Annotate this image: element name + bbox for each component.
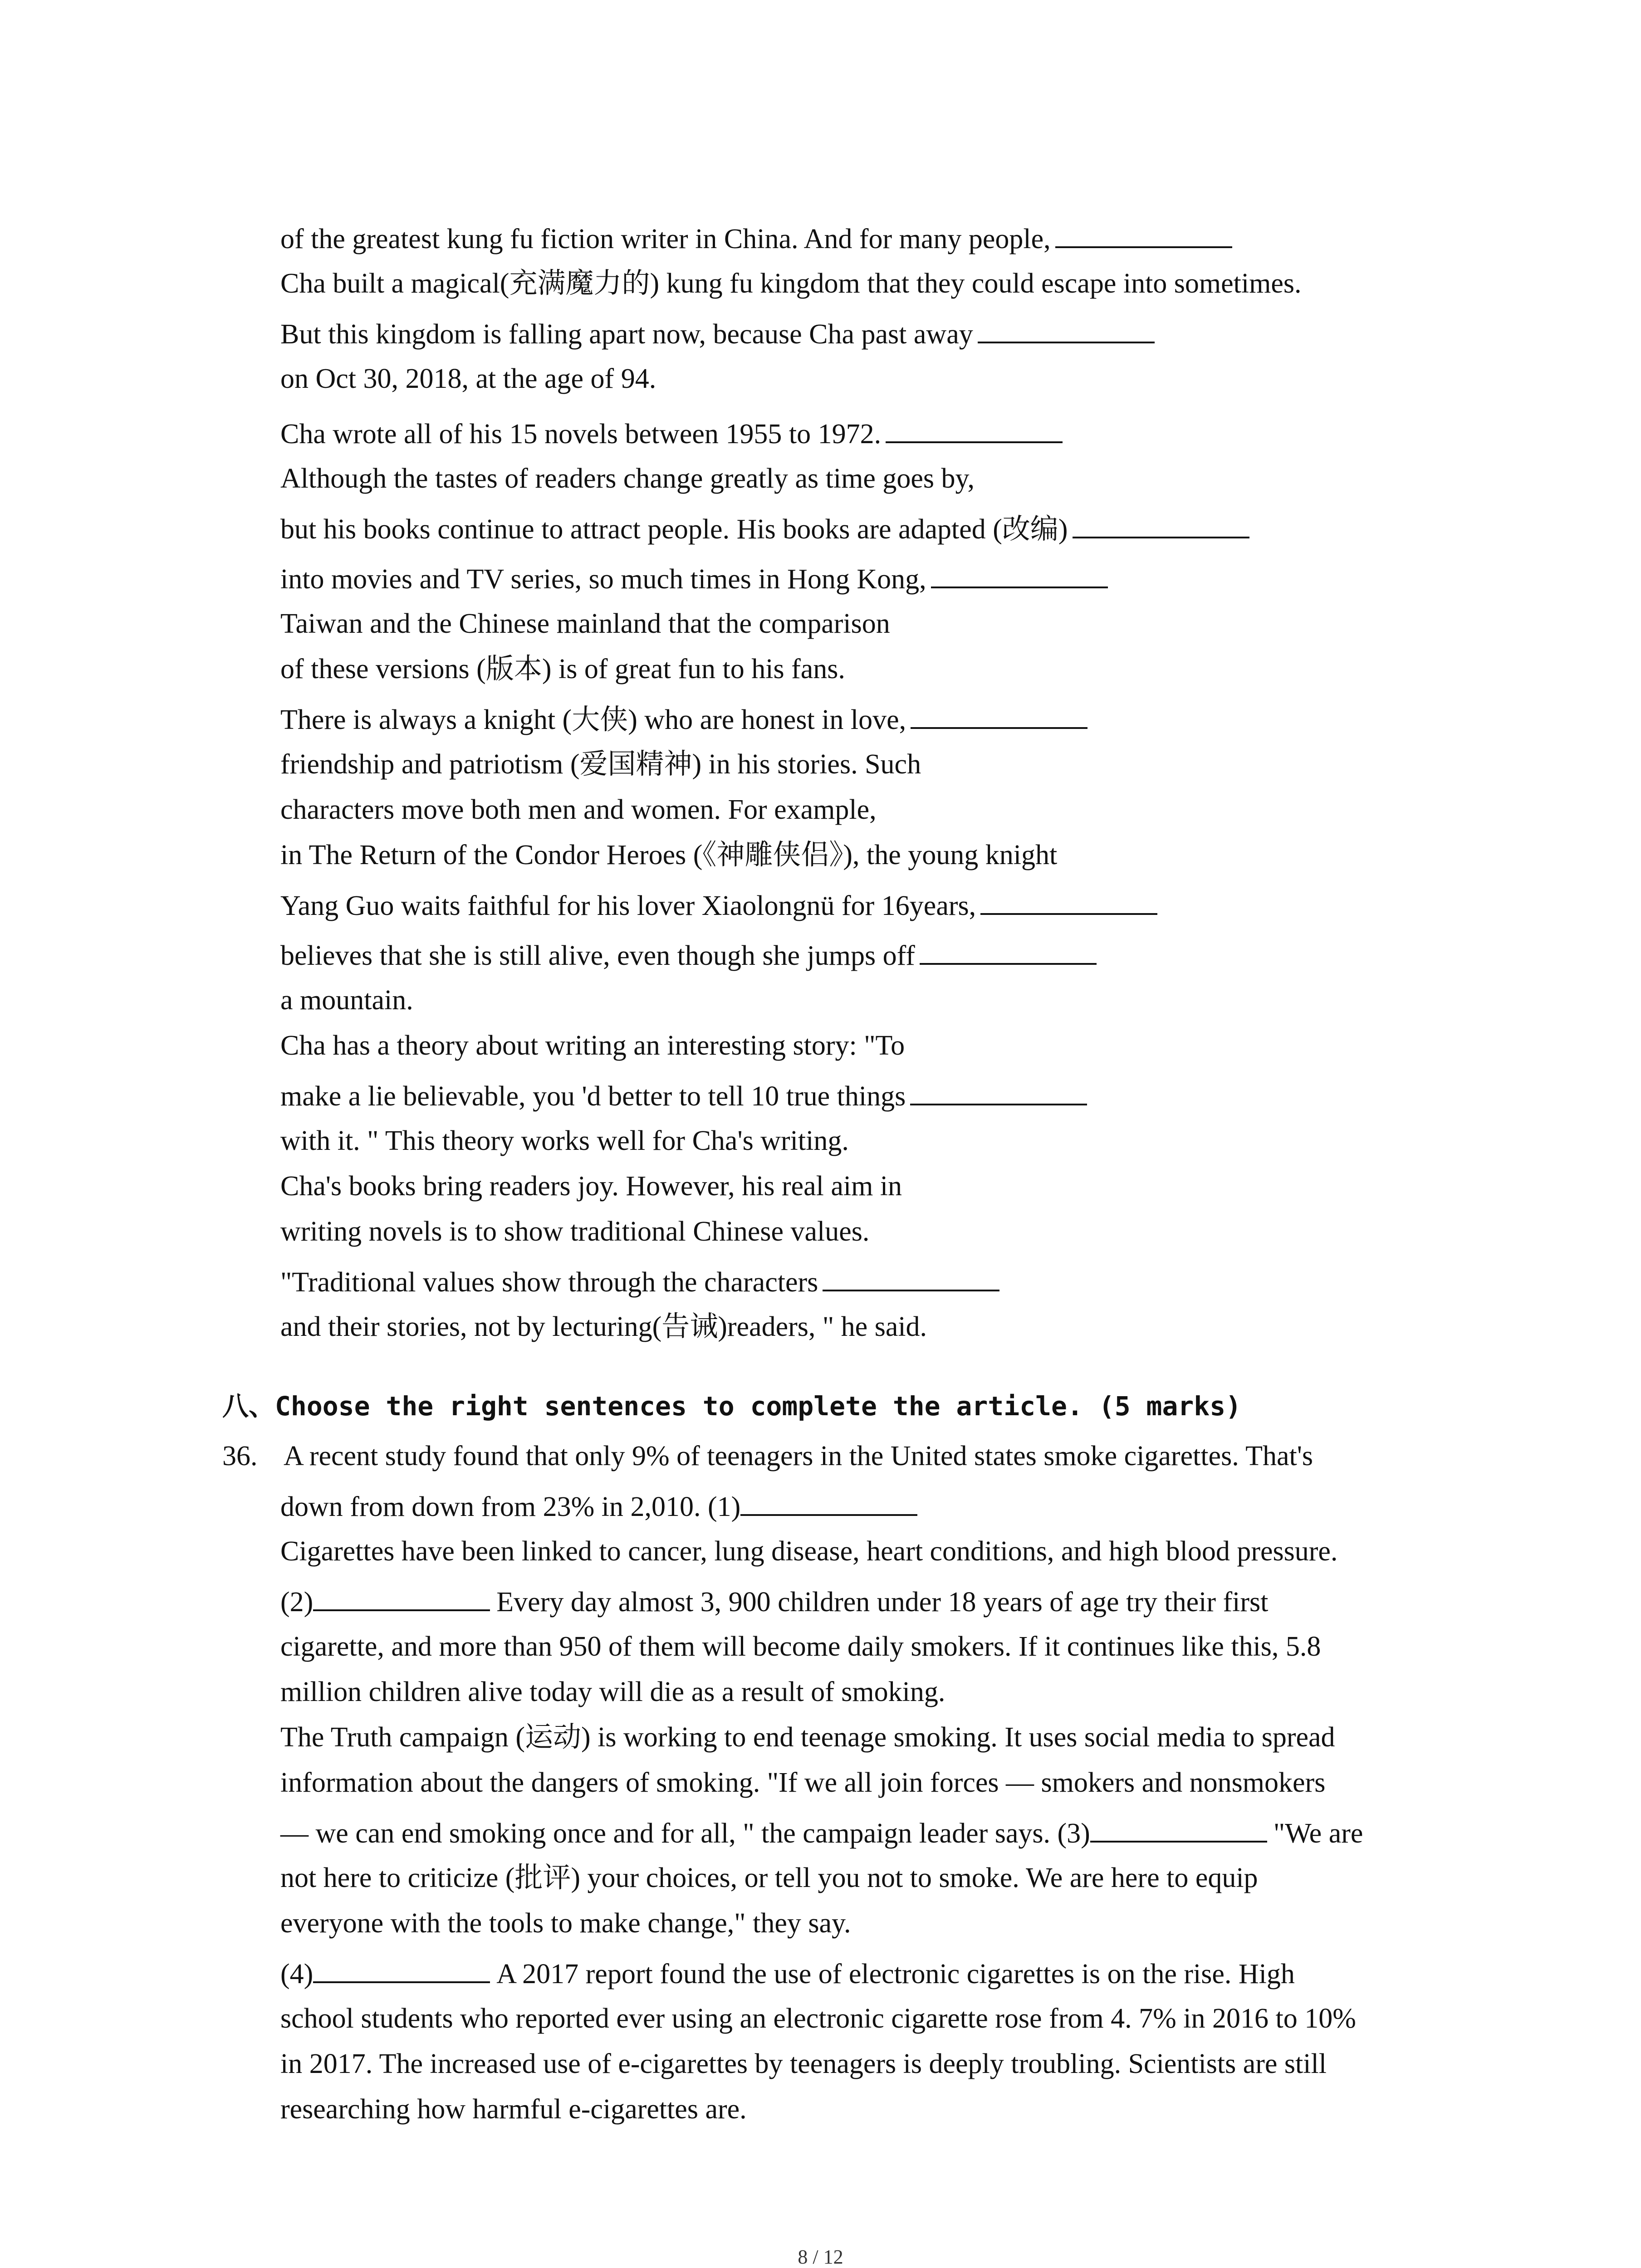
question-line: not here to criticize (批评) your choices, or tell you not to smoke. We are here to equip (280, 1862, 1258, 1893)
answer-blank[interactable] (920, 937, 1097, 965)
passage-line: Taiwan and the Chinese mainland that the comparison (280, 608, 890, 639)
passage-line: Cha's books bring readers joy. However, his real aim in (280, 1171, 902, 1202)
passage-line: "Traditional values show through the characters (280, 1263, 999, 1300)
passage-line: in The Return of the Condor Heroes (《神雕侠侣》), the young knight (280, 840, 1058, 870)
question-line: school students who reported ever using an electronic cigarette rose from 4. 7% in 2016 to 10% (280, 2003, 1356, 2034)
passage-line: make a lie believable, you 'd better to tell 10 true things (280, 1077, 1087, 1114)
passage-line: a mountain. (280, 985, 413, 1016)
passage-line: Cha wrote all of his 15 novels between 1955 to 1972. (280, 415, 1063, 451)
question-line: information about the dangers of smoking. "If we all join forces — smokers and nonsmokers (280, 1767, 1326, 1798)
answer-blank[interactable] (1073, 510, 1249, 538)
answer-blank[interactable] (910, 1077, 1087, 1105)
question-line: (2) Every day almost 3, 900 children under 18 years of age try their first (280, 1583, 1268, 1619)
passage-line: believes that she is still alive, even though she jumps off (280, 937, 1097, 973)
answer-blank-1[interactable] (740, 1488, 917, 1516)
question-line: million children alive today will die as a result of smoking. (280, 1677, 945, 1707)
answer-blank-3[interactable] (1090, 1814, 1267, 1843)
passage-line: of the greatest kung fu fiction writer in China. And for many people, (280, 220, 1232, 256)
question-line: down from down from 23% in 2,010. (1) (280, 1488, 917, 1524)
page-indicator: 8 / 12 (798, 2246, 843, 2268)
question-line: A recent study found that only 9% of teenagers in the United states smoke cigarettes. That's (284, 1441, 1313, 1471)
question-line: cigarette, and more than 950 of them will become daily smokers. If it continues like this, 5.8 (280, 1631, 1321, 1662)
question-line: Cigarettes have been linked to cancer, lung disease, heart conditions, and high blood pressure. (280, 1536, 1338, 1567)
passage-line: Yang Guo waits faithful for his lover Xiaolongnü for 16years, (280, 887, 1157, 923)
answer-blank-4[interactable] (313, 1955, 490, 1983)
question-line: in 2017. The increased use of e-cigarettes by teenagers is deeply troubling. Scientists are still (280, 2048, 1327, 2079)
passage-line: with it. " This theory works well for Cha's writing. (280, 1125, 849, 1156)
answer-blank[interactable] (886, 415, 1063, 443)
question-line: researching how harmful e-cigarettes are. (280, 2094, 747, 2125)
question-number: 36. (222, 1441, 258, 1471)
question-line: (4) A 2017 report found the use of electronic cigarettes is on the rise. High (280, 1955, 1295, 1991)
passage-line: of these versions (版本) is of great fun to his fans. (280, 654, 845, 684)
passage-line: Although the tastes of readers change greatly as time goes by, (280, 463, 975, 494)
passage-line: into movies and TV series, so much times in Hong Kong, (280, 560, 1108, 596)
answer-blank[interactable] (823, 1263, 999, 1291)
answer-blank[interactable] (978, 315, 1155, 343)
question-line: — we can end smoking once and for all, " the campaign leader says. (3) "We are (280, 1814, 1363, 1851)
answer-blank[interactable] (1055, 220, 1232, 248)
passage-line: But this kingdom is falling apart now, because Cha past away (280, 315, 1155, 352)
passage-line: Cha has a theory about writing an interesting story: "To (280, 1030, 905, 1061)
passage-line: characters move both men and women. For example, (280, 794, 877, 825)
passage-line: and their stories, not by lecturing(告诫)readers, " he said. (280, 1311, 927, 1342)
question-line: The Truth campaign (运动) is working to end teenage smoking. It uses social media to spread (280, 1722, 1335, 1753)
passage-line: There is always a knight (大侠) who are honest in love, (280, 701, 1087, 737)
passage-line: Cha built a magical(充满魔力的) kung fu kingdom that they could escape into sometimes. (280, 268, 1302, 299)
passage-line: but his books continue to attract people. His books are adapted (改编) (280, 510, 1249, 547)
question-line: everyone with the tools to make change," they say. (280, 1908, 851, 1939)
answer-blank[interactable] (931, 560, 1108, 588)
passage-line: writing novels is to show traditional Chinese values. (280, 1216, 870, 1247)
answer-blank[interactable] (911, 701, 1087, 729)
answer-blank[interactable] (980, 887, 1157, 915)
passage-line: on Oct 30, 2018, at the age of 94. (280, 363, 656, 394)
answer-blank-2[interactable] (313, 1583, 490, 1611)
passage-line: friendship and patriotism (爱国精神) in his stories. Such (280, 749, 921, 780)
section-heading: 八、Choose the right sentences to complete the article. (5 marks) (222, 1391, 1242, 1422)
